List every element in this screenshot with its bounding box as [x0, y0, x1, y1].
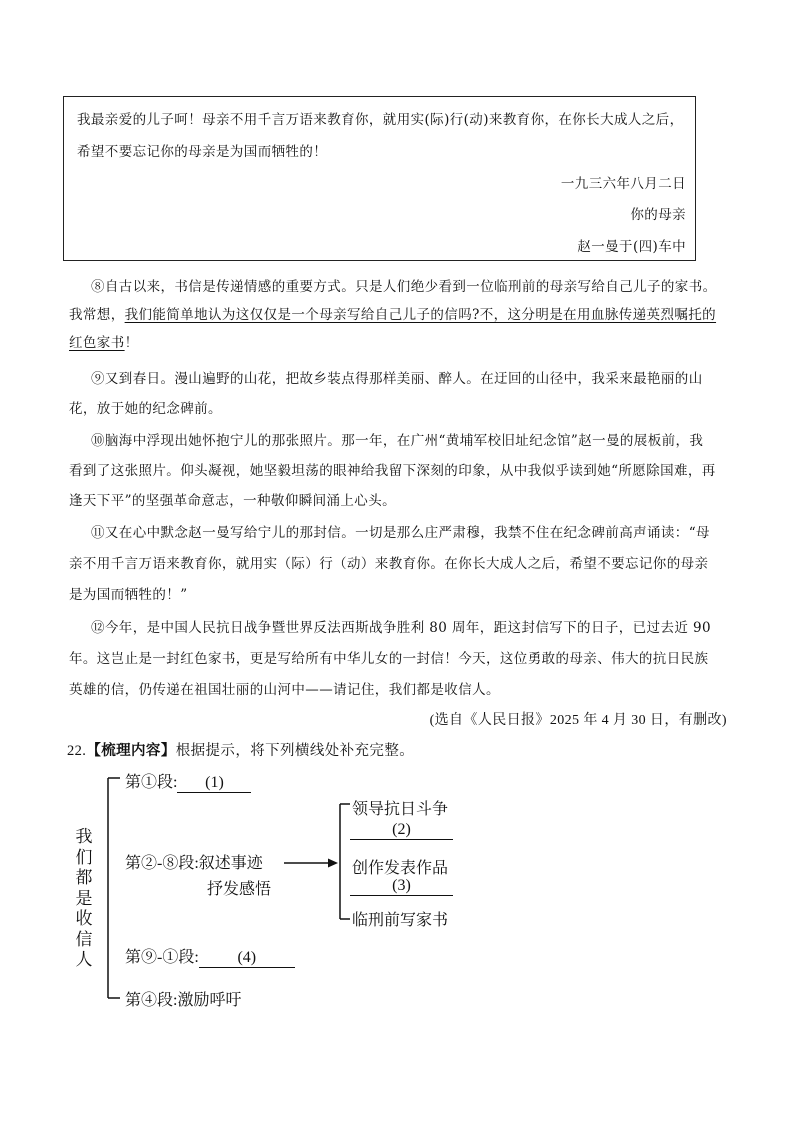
letter-date: 一九三六年八月二日 [560, 176, 686, 192]
blank-2: (2) [350, 821, 453, 840]
source-citation: (选自《人民日报》2025 年 4 月 30 日，有删改) [429, 713, 727, 728]
paragraph-8-line-3 [69, 331, 139, 351]
letter-signature: 你的母亲 [630, 207, 686, 223]
blank-1: (1) [177, 774, 251, 793]
sub-item-2: 创作发表作品 [352, 860, 449, 877]
paragraph-8-text: 我常想， [69, 307, 125, 323]
question-tag: 【梳理内容】 [86, 743, 176, 759]
item-2 [125, 850, 263, 873]
item-2-line-1: 叙述事迹 [198, 855, 263, 872]
item-3-label: 第⑨-①段: [125, 949, 199, 966]
paragraph-10-line-3: 逢天下平”的坚强革命意志，一种敬仰瞬间涌上心头。 [69, 493, 397, 509]
item-3 [125, 944, 295, 968]
letter-line-1: 我最亲爱的儿子呵！母亲不用千言万语来教育你，就用实(际)行(动)来教育你，在你长大成人之后， [77, 112, 684, 128]
item-2-label: 第②-⑧段: [125, 855, 199, 872]
paragraph-11-line-2: 亲不用千言万语来教育你，就用实（际）行（动）来教育你。在你长大成人之后，希望不要忘记你的母亲 [69, 556, 709, 572]
paragraph-10-line-1: ⑩脑海中浮现出她怀抱宁儿的那张照片。那一年，在广州“黄埔军校旧址纪念馆”赵一曼的展板前，我 [91, 433, 704, 449]
paragraph-10-line-2: 看到了这张照片。仰头凝视，她坚毅坦荡的眼神给我留下深刻的印象，从中我似乎读到她“所愿除国难，再 [69, 463, 716, 479]
item-1 [125, 769, 251, 793]
question-number: 22. [67, 743, 87, 759]
blank-3: (3) [350, 877, 453, 896]
question-text: 根据提示，将下列横线处补充完整。 [175, 743, 415, 759]
question-22 [67, 739, 414, 760]
sub-item-3: 临刑前写家书 [352, 912, 449, 929]
item-4-text: 激励呼吁 [177, 992, 242, 1009]
paragraph-8-line-1: ⑧自古以来，书信是传递情感的重要方式。只是人们绝少看到一位临刑前的母亲写给自己儿子的家书。 [91, 279, 717, 295]
paragraph-8-end: ！ [124, 335, 139, 351]
underlined-sentence: 我们能简单地认为这仅仅是一个母亲写给自己儿子的信吗?不，这分明是在用血脉传递英烈嘱托的 [124, 307, 717, 323]
paragraph-11-line-3: 是为国而牺牲的！” [69, 587, 188, 603]
sub-bracket [334, 798, 354, 926]
blank-4: (4) [199, 949, 295, 968]
sub-item-1: 领导抗日斗争 [352, 801, 449, 818]
paragraph-11-line-1: ⑪又在心中默念赵一曼写给宁儿的那封信。一切是那么庄严肃穆，我禁不住在纪念碑前高声诵读：“母 [91, 525, 710, 541]
paragraph-12-line-1: ⑫今年，是中国人民抗日战争暨世界反法西斯战争胜利 80 周年，距这封信写下的日子，已过去近 90 [91, 620, 711, 636]
paragraph-12-line-2: 年。这岂止是一封红色家书，更是写给所有中华儿女的一封信！今天，这位勇敢的母亲、伟大的抗日民族 [69, 651, 709, 667]
letter-signature-place: 赵一曼于(四)车中 [577, 239, 686, 255]
item-4-label: 第④段: [125, 992, 178, 1009]
paragraph-9-line-2: 花，放于她的纪念碑前。 [69, 401, 222, 417]
diagram-title: 我 们 都 是 收 信 人 [75, 827, 93, 969]
main-bracket [100, 772, 126, 1004]
item-4 [125, 987, 241, 1010]
paragraph-8-line-2 [69, 303, 716, 323]
paragraph-9-line-1: ⑨又到春日。漫山遍野的山花，把故乡装点得那样美丽、醉人。在迂回的山径中，我采来最艳丽的山 [91, 371, 703, 387]
letter-line-2: 希望不要忘记你的母亲是为国而牺牲的！ [77, 144, 328, 160]
underlined-sentence-end: 红色家书 [69, 335, 125, 351]
paragraph-12-line-3: 英雄的信，仍传递在祖国壮丽的山河中——请记住，我们都是收信人。 [69, 682, 500, 698]
item-1-label: 第①段: [125, 774, 178, 791]
arrow-icon [282, 855, 340, 871]
item-2-line-2: 抒发感悟 [207, 881, 272, 898]
